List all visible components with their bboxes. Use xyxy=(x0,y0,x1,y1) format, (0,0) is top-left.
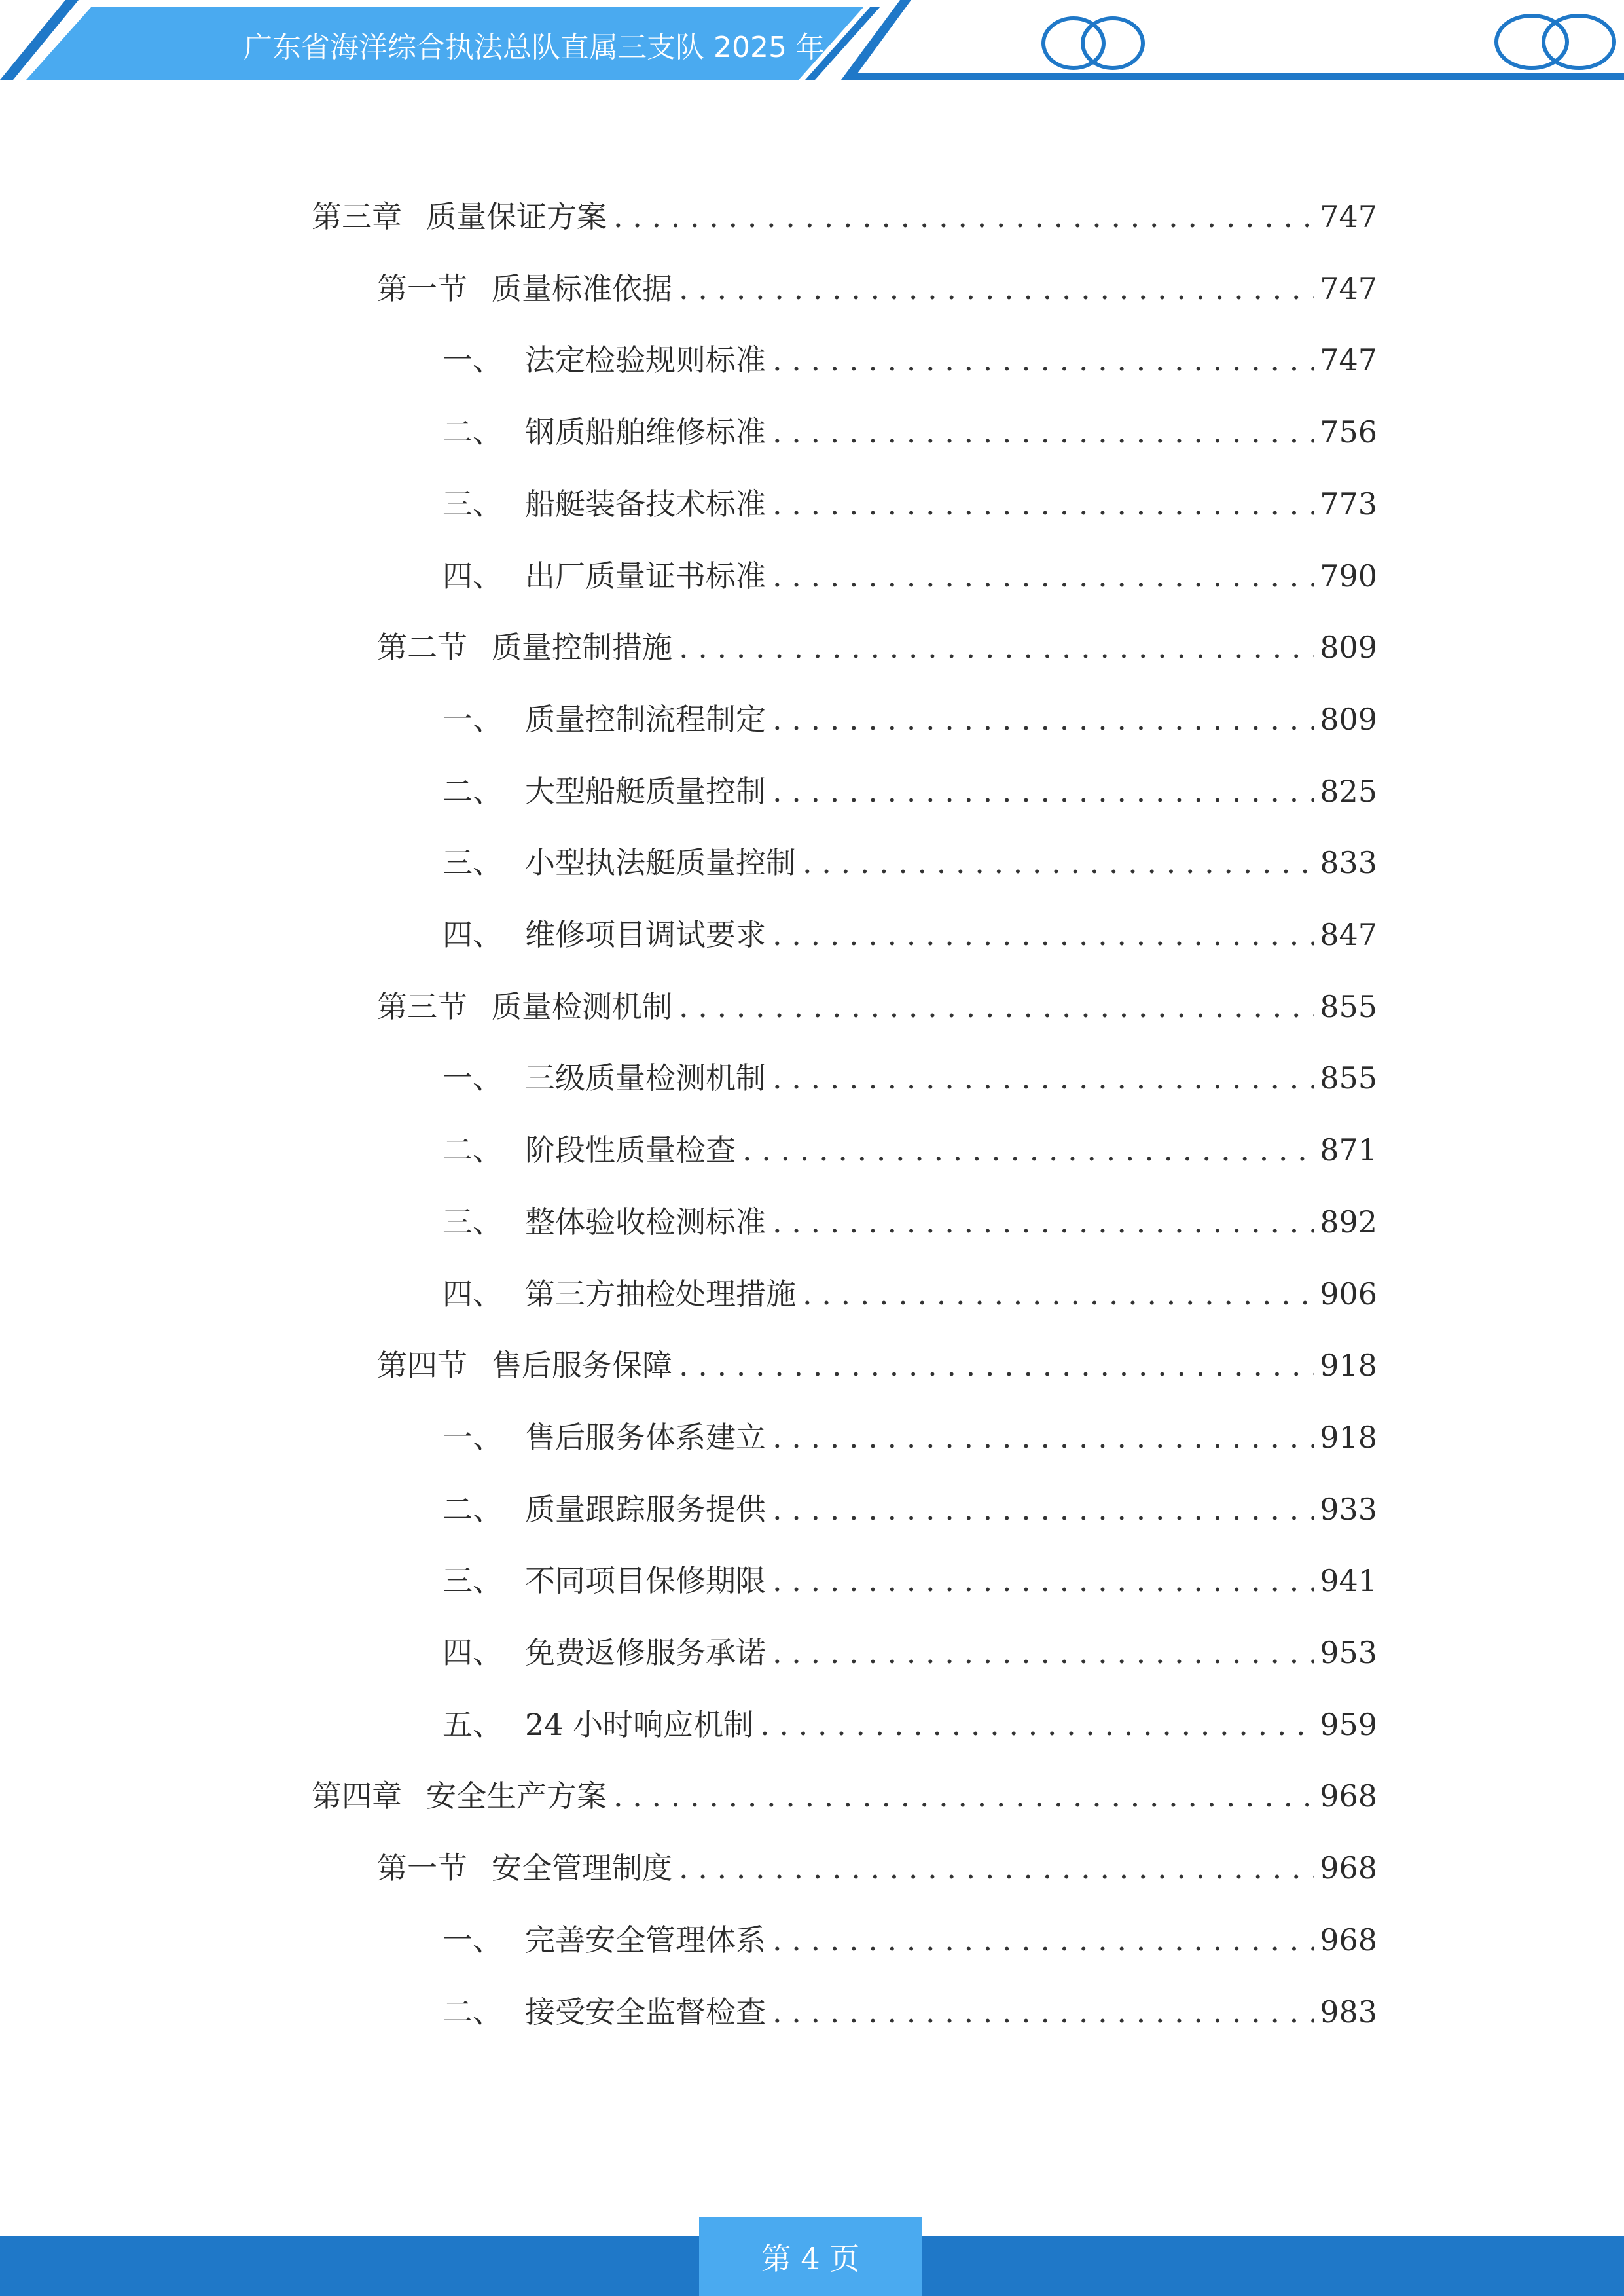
toc-entry-level-3[interactable] xyxy=(442,1480,1377,1539)
toc-entry-level-3[interactable] xyxy=(442,1910,1377,1969)
toc-entry-level-3[interactable] xyxy=(442,833,1377,892)
toc-entry-title: 24 小时响应机制 xyxy=(525,1707,754,1742)
toc-entry-title: 质量控制流程制定 xyxy=(525,702,766,737)
toc-entry-level-3[interactable] xyxy=(442,1982,1377,2041)
toc-entry-number: 一、 xyxy=(442,702,503,737)
toc-entry-page: 833 xyxy=(1320,845,1377,880)
toc-entry-page: 918 xyxy=(1320,1348,1377,1383)
toc-entry-title: 维修项目调试要求 xyxy=(525,917,766,952)
toc-entry-number: 四、 xyxy=(442,1635,503,1670)
toc-entry-page: 959 xyxy=(1320,1707,1377,1742)
toc-entry-number: 第四章 xyxy=(312,1778,402,1814)
toc-entry-page: 847 xyxy=(1320,917,1377,952)
toc-entry-number: 四、 xyxy=(442,917,503,952)
toc-entry-title: 安全生产方案 xyxy=(426,1778,607,1814)
toc-entry-number: 第二节 xyxy=(377,630,467,665)
toc-entry-level-2[interactable] xyxy=(377,259,1377,318)
toc-entry-page: 756 xyxy=(1320,414,1377,450)
toc-entry-title: 阶段性质量检查 xyxy=(525,1132,736,1168)
toc-entry-number: 一、 xyxy=(442,1060,503,1096)
toc-entry-page: 892 xyxy=(1320,1204,1377,1240)
page-number: 第 4 页 xyxy=(699,2217,922,2296)
page-header xyxy=(0,0,1624,85)
toc-entry-title: 质量控制措施 xyxy=(492,630,672,665)
toc-entry-page: 747 xyxy=(1320,342,1377,378)
toc-entry-page: 983 xyxy=(1320,1994,1377,2030)
toc-leader-dots xyxy=(772,1623,1314,1682)
toc-entry-level-3[interactable] xyxy=(442,690,1377,749)
toc-entry-title: 完善安全管理体系 xyxy=(525,1922,766,1958)
toc-leader-dots xyxy=(679,618,1314,677)
toc-entry-number: 第一节 xyxy=(377,1850,467,1886)
toc-leader-dots xyxy=(772,475,1314,533)
toc-entry-level-2[interactable] xyxy=(377,1336,1377,1395)
double-circle-logo-icon xyxy=(1496,16,1614,68)
toc-entry-title: 船艇装备技术标准 xyxy=(525,486,766,522)
toc-entry-level-2[interactable] xyxy=(377,977,1377,1036)
toc-entry-level-3[interactable] xyxy=(442,1193,1377,1251)
toc-entry-title: 第三方抽检处理措施 xyxy=(525,1276,796,1312)
toc-entry-level-3[interactable] xyxy=(442,905,1377,964)
toc-leader-dots xyxy=(772,403,1314,461)
toc-leader-dots xyxy=(679,1839,1314,1897)
toc-entry-number: 一、 xyxy=(442,1922,503,1958)
toc-entry-number: 一、 xyxy=(442,1420,503,1455)
toc-entry-level-3[interactable] xyxy=(442,1623,1377,1682)
toc-entry-title: 法定检验规则标准 xyxy=(525,342,766,378)
toc-entry-number: 三、 xyxy=(442,845,503,880)
toc-entry-level-3[interactable] xyxy=(442,475,1377,533)
toc-entry-page: 790 xyxy=(1320,558,1377,594)
toc-entry-page: 773 xyxy=(1320,486,1377,522)
toc-leader-dots xyxy=(679,259,1314,318)
toc-entry-title: 钢质船舶维修标准 xyxy=(525,414,766,450)
toc-entry-page: 855 xyxy=(1320,989,1377,1024)
toc-leader-dots xyxy=(772,1049,1314,1107)
toc-leader-dots xyxy=(772,1982,1314,2041)
toc-entry-page: 933 xyxy=(1320,1492,1377,1527)
toc-entry-title: 安全管理制度 xyxy=(492,1850,672,1886)
toc-entry-level-3[interactable] xyxy=(442,331,1377,389)
toc-entry-title: 售后服务保障 xyxy=(492,1348,672,1383)
toc-entry-title: 三级质量检测机制 xyxy=(525,1060,766,1096)
toc-leader-dots xyxy=(803,833,1314,892)
toc-entry-level-3[interactable] xyxy=(442,1265,1377,1323)
toc-entry-title: 整体验收检测标准 xyxy=(525,1204,766,1240)
toc-entry-level-2[interactable] xyxy=(377,618,1377,677)
toc-entry-number: 第三章 xyxy=(312,199,402,234)
toc-entry-page: 809 xyxy=(1320,630,1377,665)
toc-entry-page: 968 xyxy=(1320,1778,1377,1814)
toc-entry-number: 二、 xyxy=(442,1994,503,2030)
toc-entry-level-1[interactable] xyxy=(312,1767,1377,1825)
toc-leader-dots xyxy=(679,1336,1314,1395)
toc-entry-title: 质量保证方案 xyxy=(426,199,607,234)
toc-entry-title: 小型执法艇质量控制 xyxy=(525,845,796,880)
toc-entry-title: 出厂质量证书标准 xyxy=(525,558,766,594)
toc-leader-dots xyxy=(772,762,1314,821)
toc-entry-page: 968 xyxy=(1320,1922,1377,1958)
toc-leader-dots xyxy=(772,1480,1314,1539)
toc-leader-dots xyxy=(679,977,1314,1036)
toc-entry-page: 871 xyxy=(1320,1132,1377,1168)
toc-entry-title: 大型船艇质量控制 xyxy=(525,774,766,809)
toc-entry-number: 二、 xyxy=(442,774,503,809)
toc-entry-number: 三、 xyxy=(442,1563,503,1598)
toc-leader-dots xyxy=(772,1910,1314,1969)
toc-entry-title: 售后服务体系建立 xyxy=(525,1420,766,1455)
toc-entry-level-3[interactable] xyxy=(442,547,1377,605)
toc-leader-dots xyxy=(803,1265,1314,1323)
toc-entry-number: 第一节 xyxy=(377,271,467,306)
toc-entry-number: 一、 xyxy=(442,342,503,378)
toc-entry-title: 接受安全监督检查 xyxy=(525,1994,766,2030)
toc-entry-level-3[interactable] xyxy=(442,1121,1377,1179)
toc-entry-level-3[interactable] xyxy=(442,1551,1377,1610)
toc-entry-page: 825 xyxy=(1320,774,1377,809)
toc-entry-number: 第四节 xyxy=(377,1348,467,1383)
toc-leader-dots xyxy=(772,547,1314,605)
toc-entry-title: 质量标准依据 xyxy=(492,271,672,306)
toc-entry-page: 941 xyxy=(1320,1563,1377,1598)
toc-leader-dots xyxy=(772,905,1314,964)
toc-leader-dots xyxy=(772,331,1314,389)
toc-entry-level-3[interactable] xyxy=(442,762,1377,821)
toc-entry-number: 二、 xyxy=(442,414,503,450)
toc-entry-number: 二、 xyxy=(442,1132,503,1168)
toc-entry-level-3[interactable] xyxy=(442,1049,1377,1107)
toc-entry-number: 三、 xyxy=(442,1204,503,1240)
header-title: 广东省海洋综合执法总队直属三支队 2025 年 xyxy=(244,31,825,64)
toc-entry-number: 三、 xyxy=(442,486,503,522)
toc-leader-dots xyxy=(742,1121,1314,1179)
toc-entry-page: 968 xyxy=(1320,1850,1377,1886)
toc-leader-dots xyxy=(613,187,1314,246)
toc-leader-dots xyxy=(613,1767,1314,1825)
toc-entry-number: 五、 xyxy=(442,1707,503,1742)
toc-entry-level-2[interactable] xyxy=(377,1839,1377,1897)
toc-leader-dots xyxy=(772,690,1314,749)
toc-entry-number: 四、 xyxy=(442,1276,503,1312)
toc-entry-level-1[interactable] xyxy=(312,187,1377,246)
toc-leader-dots xyxy=(772,1551,1314,1610)
toc-entry-number: 四、 xyxy=(442,558,503,594)
toc-leader-dots xyxy=(772,1193,1314,1251)
toc-entry-title: 不同项目保修期限 xyxy=(525,1563,766,1598)
toc-entry-page: 855 xyxy=(1320,1060,1377,1096)
toc-entry-page: 747 xyxy=(1320,199,1377,234)
toc-entry-number: 第三节 xyxy=(377,989,467,1024)
toc-entry-level-3[interactable] xyxy=(442,1408,1377,1467)
toc-entry-title: 免费返修服务承诺 xyxy=(525,1635,766,1670)
toc-leader-dots xyxy=(772,1408,1314,1467)
toc-entry-page: 953 xyxy=(1320,1635,1377,1670)
toc-entry-title: 质量检测机制 xyxy=(492,989,672,1024)
toc-entry-page: 747 xyxy=(1320,271,1377,306)
toc-entry-page: 809 xyxy=(1320,702,1377,737)
page-footer xyxy=(0,2231,1624,2296)
toc-entry-title: 质量跟踪服务提供 xyxy=(525,1492,766,1527)
toc-entry-page: 906 xyxy=(1320,1276,1377,1312)
toc-entry-level-3[interactable] xyxy=(442,1695,1377,1754)
toc-leader-dots xyxy=(760,1695,1314,1754)
toc-entry-number: 二、 xyxy=(442,1492,503,1527)
toc-entry-level-3[interactable] xyxy=(442,403,1377,461)
toc-entry-page: 918 xyxy=(1320,1420,1377,1455)
